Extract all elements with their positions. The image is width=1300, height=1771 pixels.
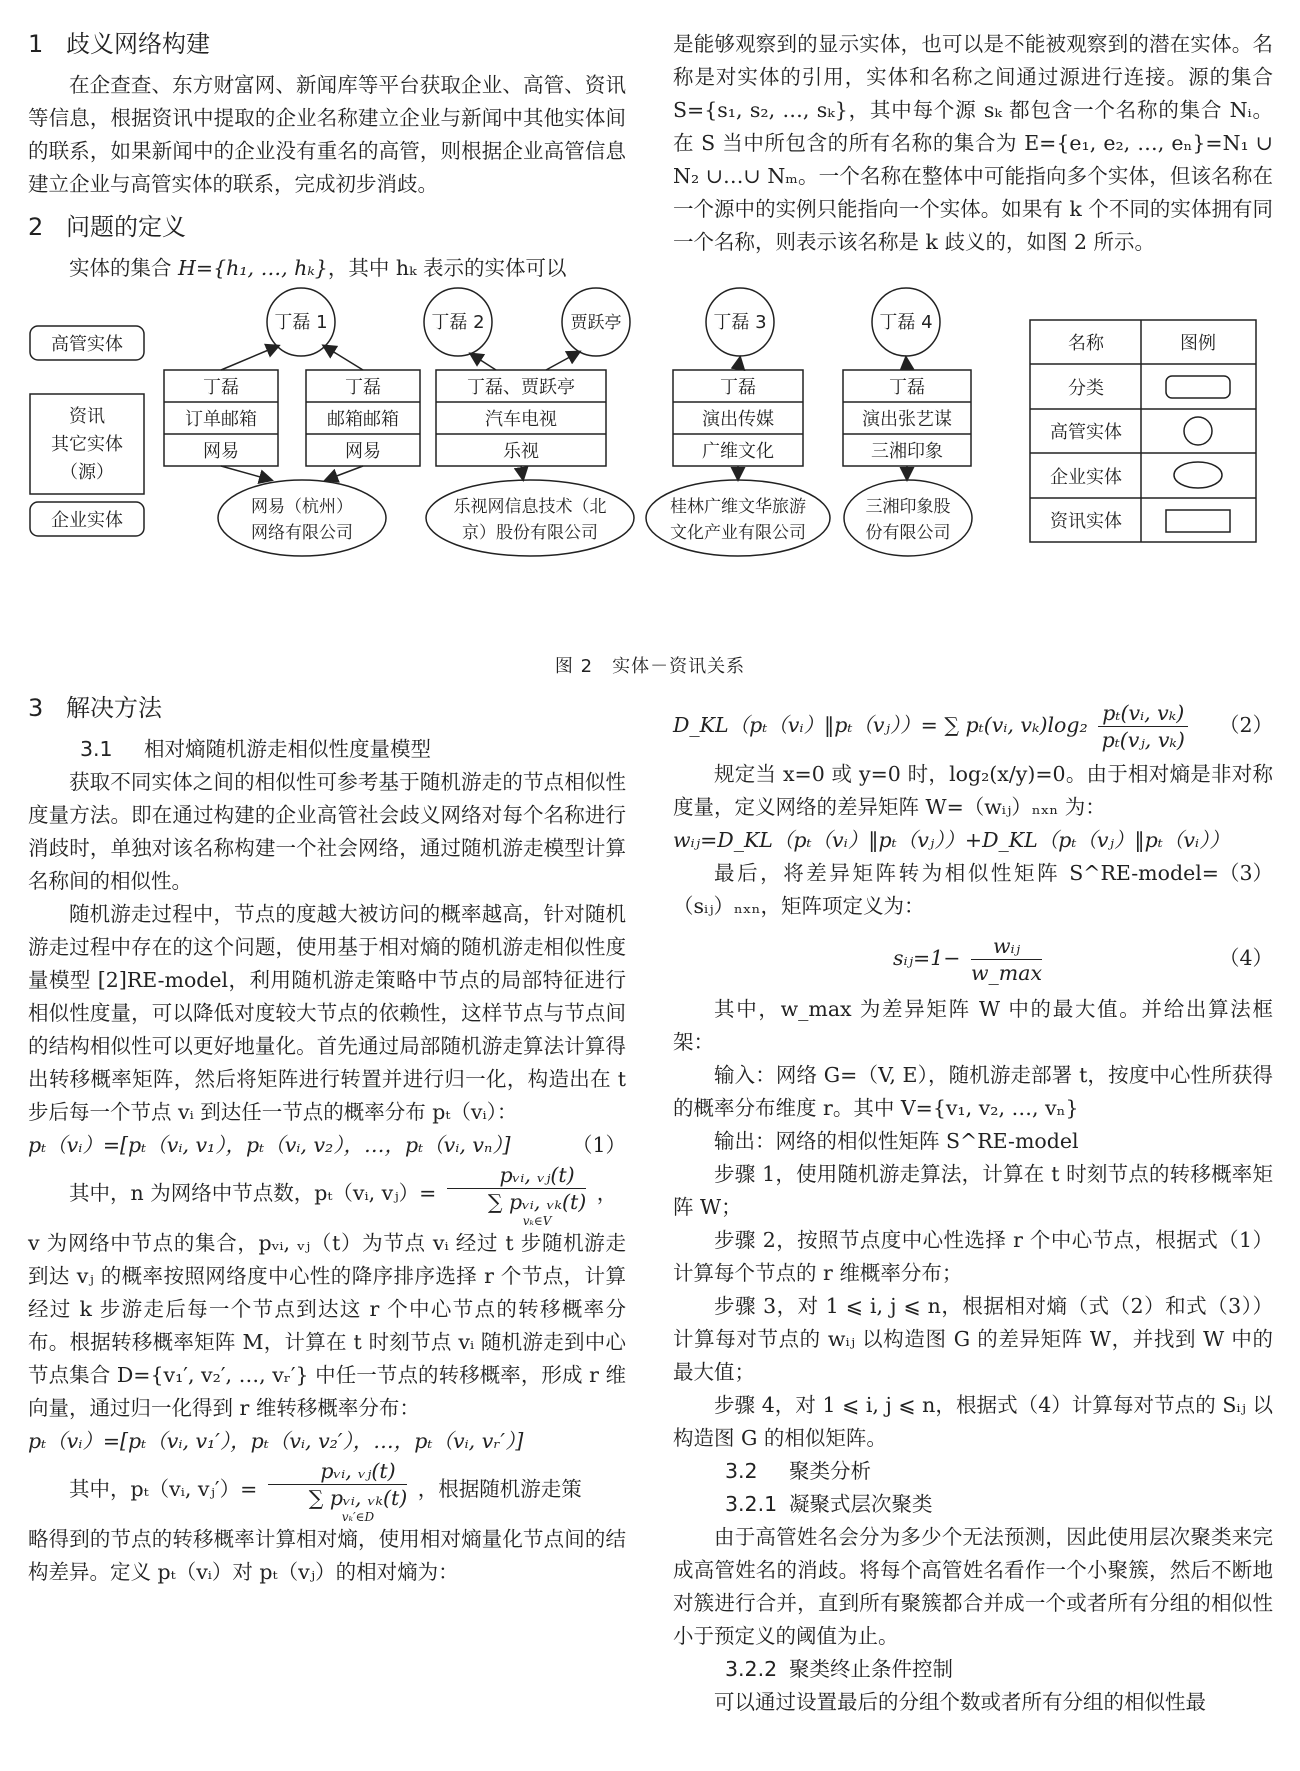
algorithm-step-3: 步骤 3，对 1 ⩽ i, j ⩽ n，根据相对熵（式（2）和式（3））计算每对节点的 wᵢⱼ 以构造图 G 的差异矩阵 W，并找到 W 中的最大值； [673,1294,1273,1384]
right-para-2: 最后，将差异矩阵转为相似性矩阵 S^RE-model=（sᵢⱼ）ₙₓₙ，矩阵项定义为： [673,861,1219,918]
svg-text:桂林广维文华旅游: 桂林广维文华旅游 [670,497,806,517]
entity-news-figure [26,312,1276,644]
section-3-2-1-para: 由于高管姓名会分为多少个无法预测，因此使用层次聚类来完成高管姓名的消歧。将每个高管姓名看作一个小聚簇，然后不断地对簇进行合并，直到所有聚簇都合并成一个或者所有分组的相似性小于预定义的阈值为止。 [673,1525,1273,1648]
exec-node [562,288,630,356]
algorithm-output: 输出：网络的相似性矩阵 S^RE-model [714,1129,1079,1153]
svg-text:演出传媒: 演出传媒 [702,409,774,430]
section-1-body: 在企查查、东方财富网、新闻库等平台获取企业、高管、资讯等信息，根据资讯中提取的企业名称建立企业与新闻中其他实体间的联系，如果新闻中的企业没有重名的高管，则根据企业高管信息建立企业与高管实体的联系，完成初步消歧。 [28,73,626,196]
arrows-to-exec [221,346,907,370]
svg-text:丁磊: 丁磊 [345,377,381,398]
equation-3: wᵢⱼ=D_KL（pₜ（vᵢ）‖pₜ（vⱼ））+D_KL（pₜ（vⱼ）‖pₜ（vᵢ）） （3） [673,824,1273,857]
equation-r-dim: pₜ（vᵢ）=[pₜ（vᵢ, v₁′），pₜ（vᵢ, v₂′），…，pₜ（vᵢ, vᵣ′）] [28,1429,524,1453]
svg-text:京）股份有限公司: 京）股份有限公司 [462,523,598,543]
legend-header-name: 名称 [1068,333,1104,354]
equation-transition-def: 其中，n 为网络中节点数，pₜ（vᵢ, vⱼ）= pᵥᵢ, ᵥⱼ(t) ∑ pᵥᵢ, ᵥₖ(t) vₖ∈V ， [69,1163,618,1228]
row-label-exec: 高管实体 [51,334,123,355]
svg-text:丁磊: 丁磊 [203,377,239,398]
svg-text:汽车电视: 汽车电视 [485,409,557,430]
section-3-1-para-4: 略得到的节点的转移概率计算相对熵，使用相对熵量化节点间的结构差异。定义 pₜ（vᵢ）对 pₜ（vⱼ）的相对熵为： [28,1527,626,1584]
svg-text:份有限公司: 份有限公司 [865,523,951,543]
legend-category-symbol [1166,376,1230,398]
svg-text:乐视: 乐视 [503,441,539,462]
legend-news-symbol [1166,510,1230,532]
legend-header-symbol: 图例 [1180,333,1216,354]
svg-text:丁磊: 丁磊 [720,377,756,398]
equation-number: （4） [1218,946,1273,970]
subsection-3-1-heading: 3.1 相对熵随机游走相似性度量模型 [80,737,431,761]
subsection-3-2-heading: 3.2 聚类分析 [725,1459,871,1483]
svg-text:丁磊 1: 丁磊 1 [274,312,328,333]
legend-row-label: 高管实体 [1050,422,1122,443]
equation-number: （3） [1218,861,1273,885]
row-label-company: 企业实体 [51,510,123,531]
news-box [843,370,971,466]
exec-node [872,288,940,356]
svg-text:订单邮箱: 订单邮箱 [185,409,257,430]
row-label-news-2: 其它实体 [51,434,123,455]
svg-text:文化产业有限公司: 文化产业有限公司 [670,523,806,543]
svg-text:网易（杭州）: 网易（杭州） [251,497,353,517]
legend-row-label: 企业实体 [1050,467,1122,488]
svg-text:丁磊: 丁磊 [889,377,925,398]
exec-node [706,288,774,356]
news-box [673,370,803,466]
legend-row-label: 资讯实体 [1050,511,1122,532]
svg-text:三湘印象: 三湘印象 [871,441,943,462]
equation-4: sᵢⱼ=1− $\frac{\text{wᵢⱼ}}{w\_\max}$ （4） [673,923,1273,993]
equation-number: （2） [1218,713,1273,737]
section-3-1-para-2: 随机游走过程中，节点的度越大被访问的概率越高，针对随机游走过程中存在的这个问题，使用基于相对熵的随机游走相似性度量模型 [2]RE-model，利用随机游走策略中节点的局部特征进行相似性度量，可以降低对度较大节点的依赖性，这样节点与节点间的结构相似性可以更好地量化。首先通过局部随机游走算法计算得出转移概率矩阵，然后将矩阵进行转置并进行归一化，构造出在 t 步后每一个节点 vᵢ 到达任一节点的概率分布 pₜ（vᵢ）： [28,902,626,1124]
right-para-3: 其中，w_max 为差异矩阵 W 中的最大值。并给出算法框架： [673,997,1273,1054]
svg-text:网络有限公司: 网络有限公司 [251,523,353,543]
right-para-1: 规定当 x=0 或 y=0 时，log₂(x/y)=0。由于相对熵是非对称度量，定义网络的差异矩阵 W=（wᵢⱼ）ₙₓₙ 为： [673,762,1273,819]
section-3-1-para-3: v 为网络中节点的集合，pᵥᵢ, ᵥⱼ（t）为节点 vᵢ 经过 t 步随机游走到达 vⱼ 的概率按照网络度中心性的降序排序选择 r 个节点，计算经过 k 步游走后每一个节点到达这 r 个中心节点的转移概率分布。根据转移概率矩阵 M，计算在 t 时刻节点 vᵢ 随机游走到中心节点集合 D={v₁′, v₂′, …, vᵣ′} 中任一节点的转移概率，形成 r 维向量，通过归一化得到 r 维转移概率分布： [28,1231,626,1420]
legend-table [1030,320,1256,542]
section-2-para-cont: 是能够观察到的显示实体，也可以是不能被观察到的潜在实体。名称是对实体的引用，实体和名称之间通过源进行连接。源的集合 S={s₁, s₂, …, sₖ}，其中每个源 sₖ 都包含一个名称的集合 Nᵢ。在 S 当中所包含的所有名称的集合为 E={e₁, e₂, …, eₙ}=N₁ ∪ N₂ ∪…∪ Nₘ。一个名称在整体中可能指向多个实体，但该名称在一个源中的实例只能指向一个实体。如果有 k 个不同的实体拥有同一个名称，则表示该名称是 k 歧义的，如图 2 所示。 [673,32,1273,254]
section-2-para-start: 实体的集合 H={h₁, …, hₖ}，其中 hₖ 表示的实体可以 [69,256,567,280]
fraction: pᵥᵢ, ᵥⱼ(t) ∑ pᵥᵢ, ᵥₖ(t) vₖ∈V [447,1162,586,1227]
news-box [436,370,606,466]
algorithm-input: 输入：网络 G=（V, E），随机游走部署 t，按度中心性所获得的概率分布维度 r。其中 V={v₁, v₂, …, vₙ} [673,1063,1273,1120]
svg-text:网易: 网易 [345,441,381,462]
company-node [218,480,386,556]
legend-row-label: 分类 [1068,378,1104,399]
section-1-heading: 1 歧义网络构建 [28,30,210,58]
section-3-2-2-para: 可以通过设置最后的分组个数或者所有分组的相似性最 [714,1690,1206,1714]
figure-caption: 图 2 实体－资讯关系 [554,656,746,677]
left-column-top [28,28,626,285]
svg-text:丁磊 4: 丁磊 4 [879,312,933,333]
svg-text:三湘印象股: 三湘印象股 [865,497,951,517]
legend-company-symbol [1174,462,1222,488]
svg-text:演出张艺谋: 演出张艺谋 [862,409,952,430]
company-node [844,480,972,556]
svg-text:贾跃亭: 贾跃亭 [570,313,622,333]
left-column-bottom [28,692,626,1589]
subsection-3-2-2-heading: 3.2.2 聚类终止条件控制 [725,1657,953,1681]
exec-node [424,288,492,356]
company-node [646,480,830,556]
svg-text:网易: 网易 [203,441,239,462]
equation-2: D_KL（pₜ（vᵢ）‖pₜ（vⱼ））= ∑ pₜ(vᵢ, vₖ)log₂ $\frac{\text{pₜ(vᵢ, vₖ)}}{\text{pₜ(vⱼ, vₖ)}}$ （2） [673,692,1273,758]
legend-exec-symbol [1184,417,1212,445]
section-2-heading: 2 问题的定义 [28,213,186,241]
right-column-bottom [673,692,1273,1719]
equation-1: pₜ（vᵢ）=[pₜ（vᵢ, v₁），pₜ（vᵢ, v₂），…，pₜ（vᵢ, vₙ）] （1） [28,1129,626,1162]
svg-text:丁磊 3: 丁磊 3 [713,312,767,333]
svg-text:乐视网信息技术（北: 乐视网信息技术（北 [453,497,607,517]
fraction: $\frac{\text{pₜ(vᵢ, vₖ)}}{\text{pₜ(vⱼ, vₖ)}}$ [1098,700,1188,753]
algorithm-step-4: 步骤 4，对 1 ⩽ i, j ⩽ n，根据式（4）计算每对节点的 Sᵢⱼ 以构造图 G 的相似矩阵。 [673,1393,1273,1450]
section-3-heading: 3 解决方法 [28,694,162,722]
row-label-news-3: （源） [60,462,114,483]
svg-text:广维文化: 广维文化 [702,441,774,462]
equation-number: （1） [571,1133,626,1157]
section-3-1-para-1: 获取不同实体之间的相似性可参考基于随机游走的节点相似性度量方法。即在通过构建的企业高管社会歧义网络对每个名称进行消歧时，单独对该名称构建一个社会网络，通过随机游走模型计算名称间的相似性。 [28,770,626,893]
subsection-3-2-1-heading: 3.2.1 凝聚式层次聚类 [725,1492,933,1516]
news-box [306,370,420,466]
svg-text:丁磊 2: 丁磊 2 [431,312,485,333]
arrows-to-company [221,466,907,480]
fraction: pᵥᵢ, ᵥⱼ(t) ∑ pᵥᵢ, ᵥₖ(t) vₖ′∈D [268,1458,407,1523]
fraction: $\frac{\text{wᵢⱼ}}{w\_\max}$ [971,934,1043,985]
news-box [164,370,278,466]
company-node [426,480,634,556]
row-label-news-1: 资讯 [69,406,105,427]
right-column-top [673,28,1273,259]
svg-text:丁磊、贾跃亭: 丁磊、贾跃亭 [467,377,575,398]
algorithm-step-1: 步骤 1，使用随机游走算法，计算在 t 时刻节点的转移概率矩阵 W； [673,1162,1273,1219]
algorithm-step-2: 步骤 2，按照节点度中心性选择 r 个中心节点，根据式（1）计算每个节点的 r 维概率分布； [673,1228,1273,1285]
svg-text:邮箱邮箱: 邮箱邮箱 [327,409,399,430]
equation-center-def: 其中，pₜ（vᵢ, vⱼ′）= pᵥᵢ, ᵥⱼ(t) ∑ pᵥᵢ, ᵥₖ(t) vₖ′∈D ，根据随机游走策 [69,1459,582,1524]
